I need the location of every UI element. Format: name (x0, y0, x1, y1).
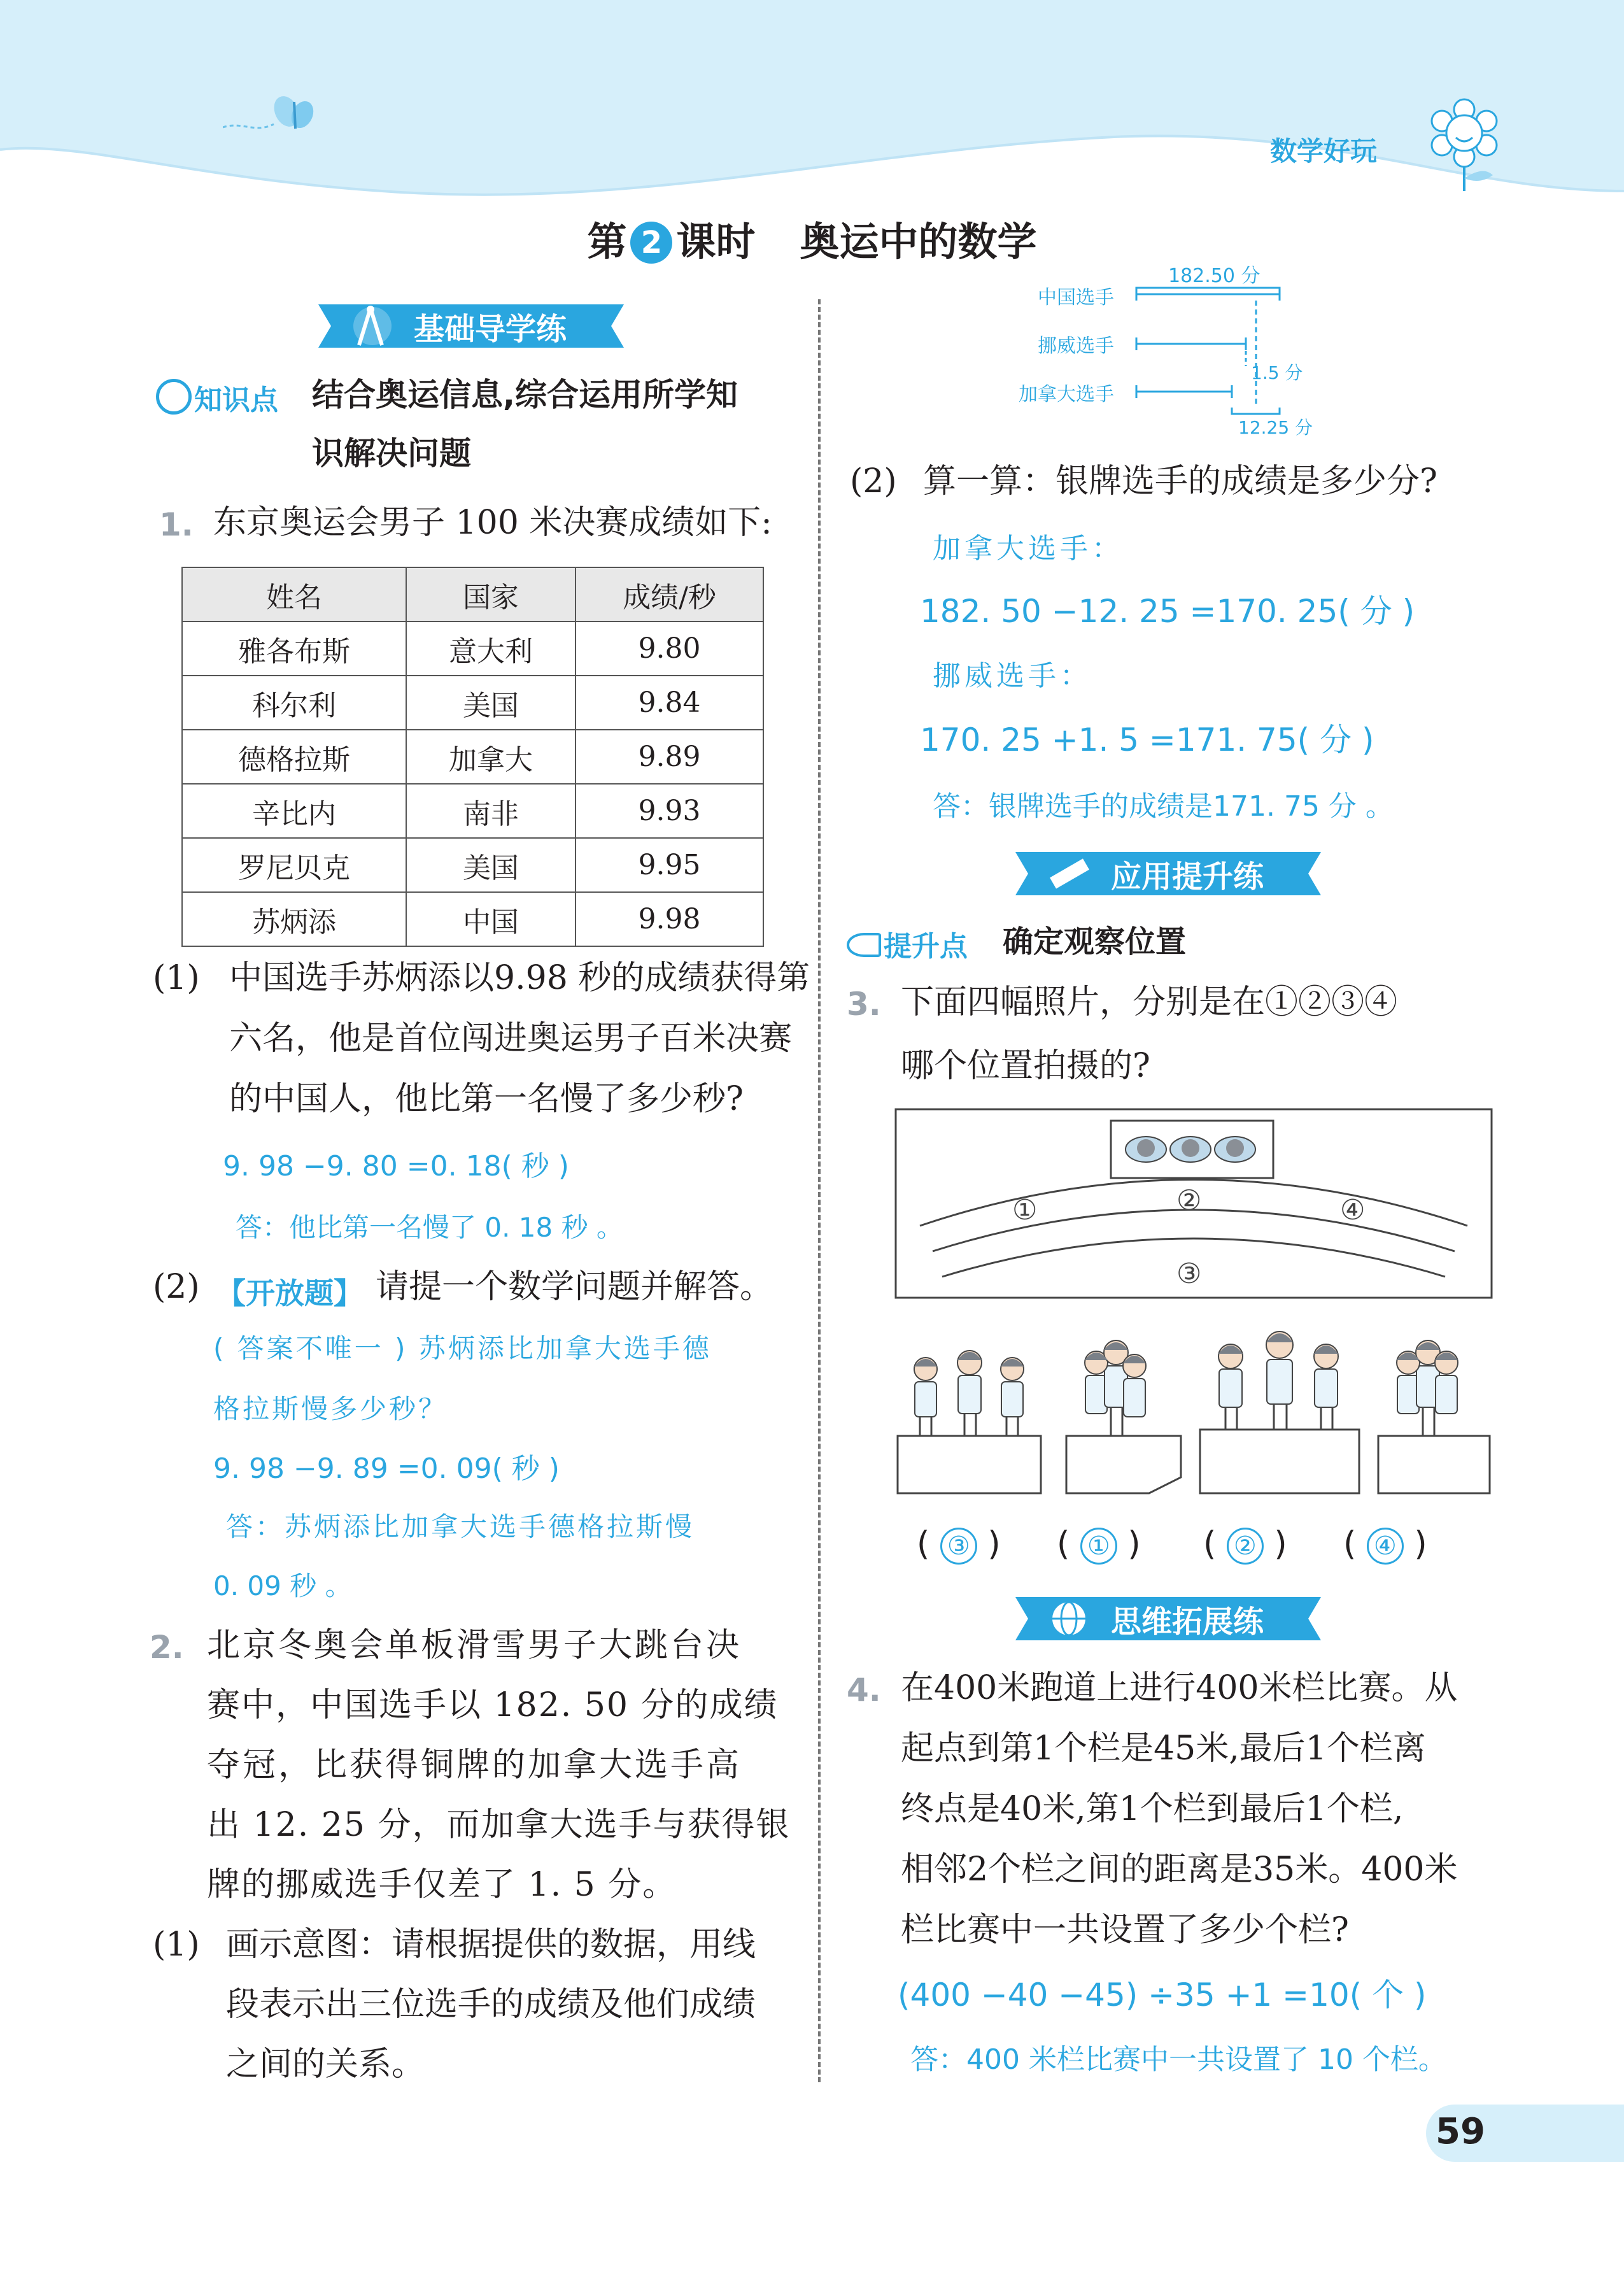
q2-part1-line1: 画示意图：请根据提供的数据，用线 (226, 1926, 756, 1964)
lesson-number-badge: 2 (630, 222, 672, 264)
target-icon (156, 379, 192, 415)
table-cell: 中国 (406, 892, 575, 946)
q3-line2: 哪个位置拍摄的? (901, 1047, 1150, 1085)
table-cell: 加拿大 (406, 730, 575, 784)
q1-score-table (181, 567, 764, 947)
table-cell: 苏炳添 (182, 892, 406, 946)
q1-part2-answer1: 答：苏炳添比加拿大选手德格拉斯慢 (226, 1511, 695, 1542)
q2-part1-label: (1) (153, 1926, 200, 1964)
q2-answer-calc2: 170. 25 +1. 5 =171. 75( 分 ) (920, 721, 1374, 758)
section-banner-apply (1009, 847, 1327, 900)
q2-line5: 牌的挪威选手仅差了 1. 5 分。 (207, 1866, 677, 1904)
page-number: 59 (1436, 2111, 1485, 2152)
q4-line1: 在400米跑道上进行400米栏比赛。从 (901, 1669, 1458, 1707)
q2-line2: 赛中，中国选手以 182. 50 分的成绩 (207, 1686, 779, 1724)
flower-icon (1423, 96, 1506, 191)
butterfly-icon (223, 89, 318, 140)
table-cell: 9.93 (575, 784, 763, 838)
position-marker-4: ④ (1340, 1194, 1366, 1226)
improve-text: 确定观察位置 (1003, 924, 1187, 960)
diagram-norway-label: 挪威选手 (1038, 335, 1114, 357)
header-brand: 数学好玩 (1270, 136, 1378, 167)
q2-line1: 北京冬奥会单板滑雪男子大跳台决 (207, 1626, 742, 1665)
diagram-china-label: 中国选手 (1038, 287, 1114, 309)
q4-line4: 相邻2个栏之间的距离是35米。400米 (901, 1850, 1458, 1889)
q1-part1-calc: 9. 98 −9. 80 =0. 18( 秒 ) (223, 1150, 569, 1182)
podium-photos (894, 1305, 1493, 1496)
diagram-total-label: 182.50 分 (1168, 265, 1260, 287)
q2-part2-label: (2) (850, 462, 897, 501)
table-cell: 意大利 (406, 621, 575, 676)
q2-answer-final: 答：银牌选手的成绩是171. 75 分 。 (933, 790, 1394, 823)
q4-line2: 起点到第1个栏是45米,最后1个栏离 (901, 1729, 1426, 1768)
q2-part1-line3: 之间的关系。 (226, 2045, 425, 2084)
q1-part2-calc: 9. 98 −9. 89 =0. 09( 秒 ) (213, 1452, 560, 1485)
table-cell: 罗尼贝克 (182, 838, 406, 892)
table-cell: 9.84 (575, 676, 763, 730)
section-banner-extend (1009, 1592, 1327, 1645)
table-cell: 德格拉斯 (182, 730, 406, 784)
table-header: 成绩/秒 (575, 567, 763, 621)
q1-number: 1. (159, 506, 194, 543)
q2-number: 2. (150, 1629, 184, 1666)
section-banner-basic (312, 299, 630, 353)
table-cell: 南非 (406, 784, 575, 838)
q1-part2-label: (2) (153, 1268, 200, 1306)
q1-part1-line1: 中国选手苏炳添以9.98 秒的成绩获得第 (229, 959, 810, 997)
diagram-canada-label: 加拿大选手 (1019, 383, 1114, 406)
knowledge-tag: 知识点 (156, 377, 278, 418)
q1-part1-answer: 答：他比第一名慢了 0. 18 秒 。 (236, 1212, 623, 1243)
table-row (182, 892, 763, 946)
table-row (182, 730, 763, 784)
section-banner-apply-label: 应用提升练 (1110, 858, 1264, 895)
section-banner-extend-label: 思维拓展练 (1110, 1603, 1264, 1640)
table-cell: 9.89 (575, 730, 763, 784)
table-cell: 9.80 (575, 621, 763, 676)
lesson-name: 奥运中的数学 (800, 218, 1037, 265)
q1-part2-answer2: 0. 09 秒 。 (213, 1570, 352, 1601)
q2-part2-text: 算一算：银牌选手的成绩是多少分? (923, 462, 1437, 501)
q3-answer-photo3: ( ② ) (1203, 1525, 1287, 1563)
q4-calc: (400 −40 −45) ÷35 +1 =10( 个 ) (898, 1977, 1427, 2013)
q3-line1: 下面四幅照片，分别是在①②③④ (901, 983, 1398, 1021)
improve-tag: 提升点 (847, 923, 968, 964)
lesson-prefix: 第 (587, 218, 627, 265)
q1-stem: 东京奥运会男子 100 米决赛成绩如下: (213, 504, 772, 542)
q2-line3: 夺冠，比获得铜牌的加拿大选手高 (207, 1746, 742, 1784)
rocket-icon (847, 933, 881, 957)
q1-part1-line2: 六名，他是首位闯进奥运男子百米决赛 (229, 1019, 793, 1058)
q1-part2-answer-line1: ( 答案不唯一 ) 苏炳添比加拿大选手德 (213, 1333, 712, 1364)
table-row (182, 784, 763, 838)
position-marker-1: ① (1012, 1194, 1038, 1226)
q1-part2-text: 请提一个数学问题并解答。 (376, 1268, 773, 1306)
q4-answer: 答：400 米栏比赛中一共设置了 10 个栏。 (910, 2043, 1446, 2076)
table-cell: 雅各布斯 (182, 621, 406, 676)
q2-answer-norway: 挪威选手： (933, 660, 1092, 692)
q2-part1-line2: 段表示出三位选手的成绩及他们成绩 (226, 1985, 756, 2024)
position-marker-2: ② (1176, 1184, 1202, 1217)
score-diagram (1012, 255, 1356, 439)
table-cell: 辛比内 (182, 784, 406, 838)
table-row (182, 838, 763, 892)
column-divider (818, 299, 821, 2082)
q2-line4: 出 12. 25 分，而加拿大选手与获得银 (207, 1806, 791, 1844)
table-header: 国家 (406, 567, 575, 621)
table-cell: 美国 (406, 838, 575, 892)
q1-part2-tag: 【开放题】 (216, 1276, 363, 1310)
q3-answer-photo2: ( ① ) (1057, 1525, 1141, 1563)
q4-number: 4. (847, 1672, 881, 1708)
diagram-gap-big: 12.25 分 (1238, 417, 1313, 438)
position-marker-3: ③ (1176, 1258, 1202, 1290)
q3-number: 3. (847, 986, 881, 1023)
table-cell: 9.98 (575, 892, 763, 946)
table-header-row (182, 567, 763, 621)
table-cell: 科尔利 (182, 676, 406, 730)
q2-answer-canada: 加拿大选手： (933, 532, 1124, 565)
diagram-gap-small: 1.5 分 (1251, 362, 1303, 383)
section-banner-basic-label: 基础导学练 (413, 311, 567, 347)
q1-part1-line3: 的中国人，他比第一名慢了多少秒? (229, 1080, 744, 1118)
table-row (182, 621, 763, 676)
table-cell: 9.95 (575, 838, 763, 892)
q2-answer-calc1: 182. 50 −12. 25 =170. 25( 分 ) (920, 593, 1415, 630)
table-cell: 美国 (406, 676, 575, 730)
lesson-title (0, 210, 1624, 267)
knowledge-text-2: 识解决问题 (312, 435, 471, 472)
q3-answer-photo1: ( ③ ) (917, 1525, 1001, 1563)
q1-part1-label: (1) (153, 959, 200, 997)
q3-answer-photo4: ( ④ ) (1343, 1525, 1427, 1563)
lesson-suffix: 课时 (676, 218, 756, 265)
q4-line3: 终点是40米,第1个栏到最后1个栏, (901, 1790, 1404, 1828)
knowledge-text-1: 结合奥运信息,综合运用所学知 (312, 376, 738, 413)
q4-line5: 栏比赛中一共设置了多少个栏? (901, 1911, 1349, 1949)
table-header: 姓名 (182, 567, 406, 621)
table-row (182, 676, 763, 730)
q1-part2-answer-line2: 格拉斯慢多少秒？ (213, 1393, 448, 1424)
